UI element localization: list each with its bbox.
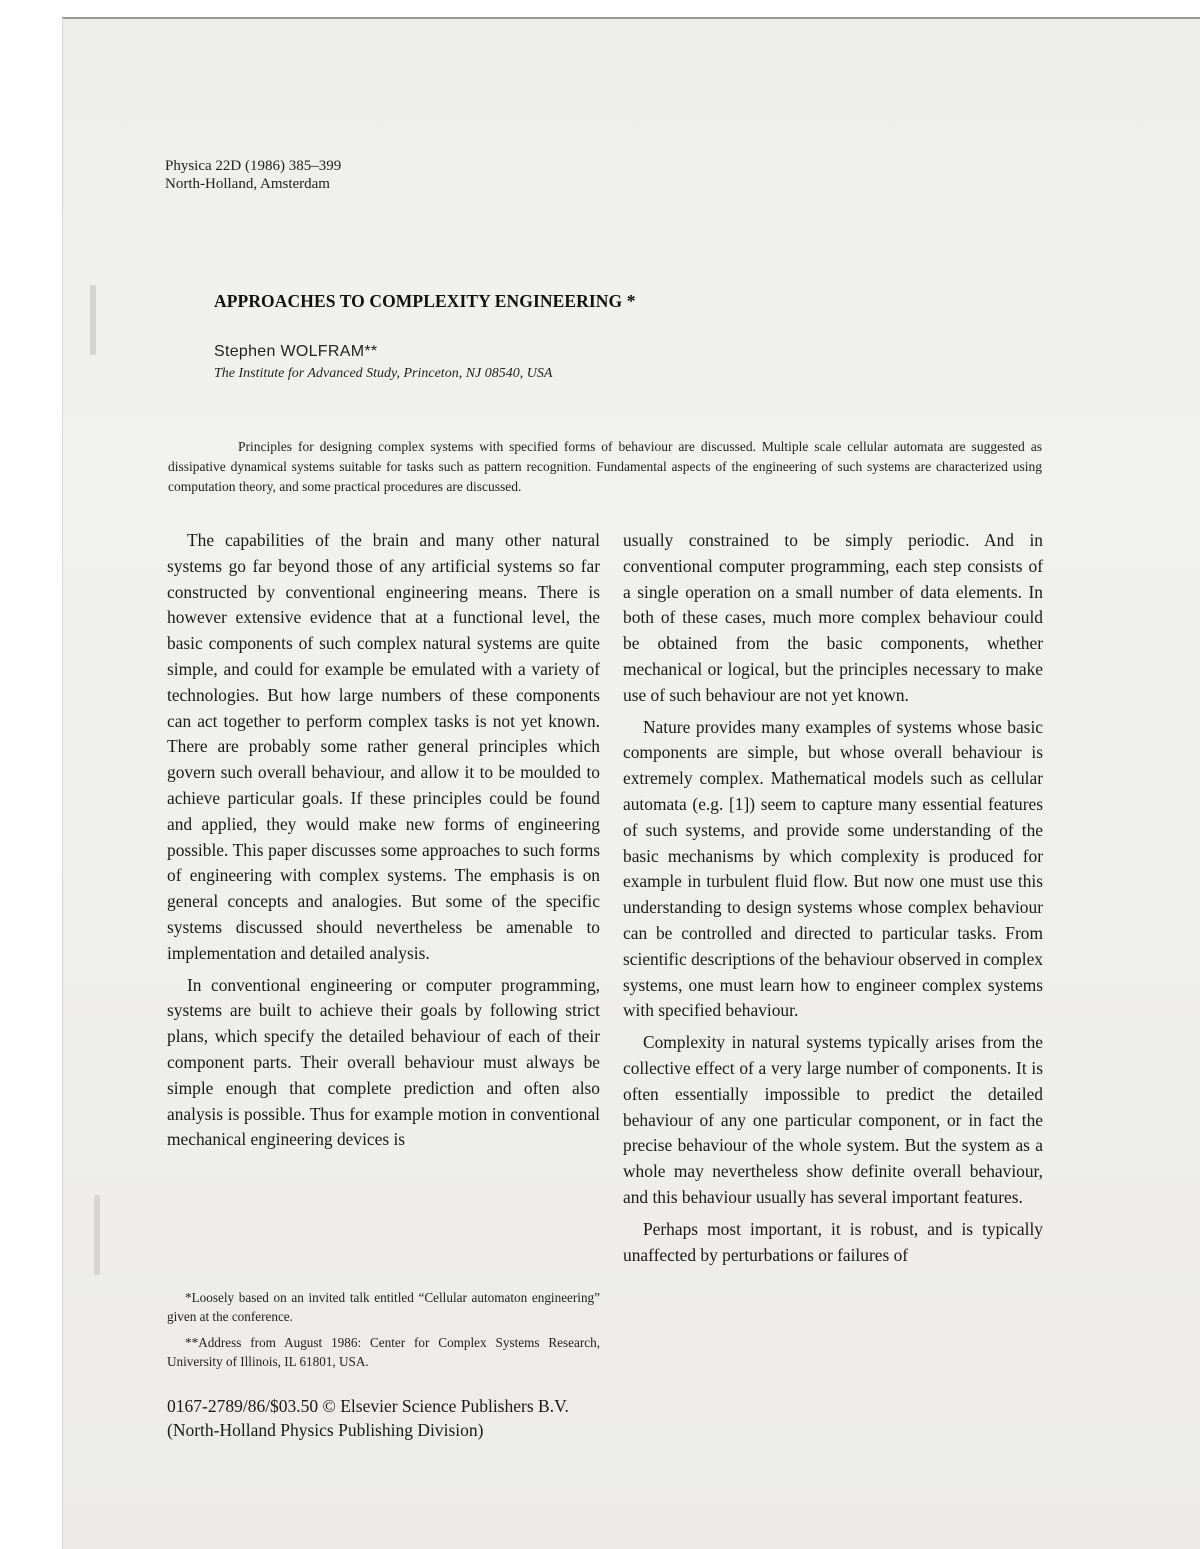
abstract-text: Principles for designing complex systems with specified forms of behaviour are discussed. Multiple scale cellular automata are suggested as dissipative dynamical systems suitable for tasks such as pattern recognition. Fundamental aspects of the engineering of such systems are characterized using computation theory, and some practical procedures are discussed. [168,439,1042,494]
scan-left-edge [62,18,63,1549]
author-name: Stephen WOLFRAM** [214,343,378,360]
journal-publisher: North-Holland, Amsterdam [165,176,330,192]
body-paragraph: The capabilities of the brain and many other natural systems go far beyond those of any artificial systems so far constructed by conventional engineering means. There is however extensive evidence that at a functional level, the basic components of such complex natural systems are quite simple, and could for example be emulated with a variety of technologies. But how large numbers of these components can act together to perform complex tasks is not yet known. There are probably some rather general principles which govern such overall behaviour, and allow it to be moulded to achieve particular goals. If these principles could be found and applied, they would make new forms of engineering possible. This paper discusses some approaches to such forms of engineering with complex systems. The emphasis is on general concepts and analogies. But some of the specific systems discussed should nevertheless be amenable to implementation and detailed analysis. [167,530,600,963]
footnotes [167,1288,600,1378]
right-column [623,528,1043,1274]
body-paragraph: Complexity in natural systems typically arises from the collective effect of a very large number of components. It is often essentially impossible to predict the detailed behaviour of any one particular component, or in fact the precise behaviour of the whole system. But the system as a whole may nevertheless show definite overall behaviour, and this behaviour usually has several important features. [623,1032,1043,1207]
abstract [168,437,1042,497]
publisher-line: 0167-2789/86/$03.50 © Elsevier Science Publishers B.V. [167,1396,569,1416]
journal-citation: Physica 22D (1986) 385–399 [165,158,342,174]
publisher-division: (North-Holland Physics Publishing Division) [167,1420,484,1440]
body-paragraph: In conventional engineering or computer programming, systems are built to achieve their goals by following strict plans, which specify the detailed behaviour of each of their component parts. Their overall behaviour must always be simple enough that complete prediction and often also analysis is possible. Thus for example motion in conventional mechanical engineering devices is [167,974,600,1150]
staple-mark [94,1195,100,1275]
scan-top-edge [62,17,1200,19]
footnote: *Loosely based on an invited talk entitled “Cellular automaton engineering” given at the conference. [167,1290,600,1324]
left-column [167,528,600,1159]
paper-title: APPROACHES TO COMPLEXITY ENGINEERING * [214,291,636,311]
publisher-info [167,1394,569,1442]
journal-reference [165,157,341,193]
body-paragraph: Nature provides many examples of systems whose basic components are simple, but whose overall behaviour is extremely complex. Mathematical models such as cellular automata (e.g. [1]) seem to capture many essential features of such systems, and provide some understanding of the basic mechanisms by which complexity is produced for example in turbulent fluid flow. But now one must use this understanding to design systems whose complex behaviour can be controlled and directed to particular tasks. From scientific descriptions of the behaviour observed in complex systems, one must learn how to engineer complex systems with specified behaviour. [623,716,1043,1021]
body-paragraph: Perhaps most important, it is robust, and is typically unaffected by perturbations or failures of [623,1218,1043,1265]
author-affiliation: The Institute for Advanced Study, Princeton, NJ 08540, USA [214,366,553,381]
footnote: **Address from August 1986: Center for Complex Systems Research, University of Illinois, IL 61801, USA. [167,1335,600,1369]
body-paragraph: usually constrained to be simply periodic. And in conventional computer programming, each step consists of a single operation on a small number of data elements. In both of these cases, much more complex behaviour could be obtained from the basic components, whether mechanical or logical, but the principles necessary to make use of such behaviour are not yet known. [623,530,1043,705]
staple-mark [90,285,96,355]
